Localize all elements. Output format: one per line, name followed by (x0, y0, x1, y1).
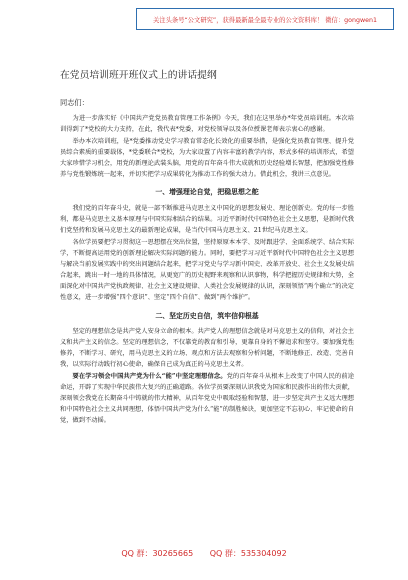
paragraph-3: 我们党的百年奋斗史，就是一部不断推进马克思主义中国化的思想发展史、理论创新史。党的每一步胜利，都是马克思主义基本原理与中国实际相结合的结果。习近平新时代中国特色社会主义思想，是新时代我们党坚持和发展马克思主义的最新理论成果，是当代中国马克思主义、21世纪马克思主义。 (60, 205, 354, 235)
promo-banner: 关注头条号“公文研究”，获得最新最全最专业的公文资料库！ 微信：gongwen1 (136, 8, 394, 30)
document-body (60, 114, 354, 428)
paragraph-6-text: 党的百年奋斗从根本上改变了中国人民的前途命运，开辟了实现中华民族伟大复兴的正确道路。各位学员要深刻认识我党为国家和民族作出的伟大贡献，深刻领会我党在长期奋斗中铸就的伟大精神，从百年党史中吸取经验和智慧，进一步坚定共产主义远大理想和中国特色社会主义共同理想，体悟中国共产党为什么“能”的制胜秘诀，更加坚定不忘初心、牢记使命的自觉，做到不动摇。 (60, 373, 354, 424)
paragraph-2: 举办本次培训班，是*党委推动党史学习教育常态化长效化的重要举措，是强化党员教育管理、提升党员综合素质的重要载体，*党委联合*党校，为大家设置了内容丰富的教学内容，形式多样的培训形式，希望大家珍惜学习机会，用党的新理论武装头脑，用党的百年奋斗伟大成就和历史经验增长智慧，把加强党性修养与党性锻炼统一起来，并切实把学习成果转化为推动工作的强大动力。借此机会，我讲三点意见。 (60, 137, 354, 178)
footer-qq-group-1: QQ 群：30265665 (121, 549, 194, 558)
section-heading-1: 一、增强理论自觉，把稳思想之舵 (155, 188, 259, 197)
paragraph-5: 坚定的理想信念是共产党人安身立命的根本。共产党人的理想信念就是对马克思主义的信仰，对社会主义和共产主义的信念。坚定的理想信念，不仅靠党的教育和引导，更靠自身的不懈追求和坚守。要加强党性修养，不断学习、研究，用马克思主义的立场、观点和方法去观察和分析问题，不断地修正、改造、完善自我，以实际行动践行初心使命，确保自己成为真正的马克思主义者。 (60, 328, 354, 369)
paragraph-1: 为进一步落实好《中国共产党党员教育管理工作条例》今天，我们在这里举办*年党员培训班。本次培训得到了*党校的大力支持，在此，我代表*党委，对党校领导以及各位授课老师表示衷心的感谢。 (60, 115, 354, 133)
document-title: 在党员培训班开班仪式上的讲话提纲 (60, 70, 217, 81)
section-heading-2: 二、坚定历史自信，筑牢信仰根基 (155, 311, 259, 320)
footer-qq-group-2: QQ 群：535304092 (209, 549, 287, 558)
footer-contact (0, 548, 408, 559)
paragraph-6-lead: 要在学习领会中国共产党为什么“能”中坚定理想信念。 (72, 373, 227, 381)
greeting: 同志们： (60, 98, 89, 107)
paragraph-4: 各位学员要把学习贯彻这一思想摆在突出位置，坚持原原本本学、及时跟进学、全面系统学、结合实际学，不断提高运用党的创新理论解决实际问题的能力。同时，要把学习习近平新时代中国特色社会主义思想与解决当前发展实践中的突出问题结合起来，把学习党史与学习新中国史、改革开放史、社会主义发展史结合起来，跳出一时一地的具体情况，从更宽广的历史视野来观察和认识事物，科学把握历史规律和大势，全面深化对中国共产党执政规律、社会主义建设规律、人类社会发展规律的认识，深刻领悟“两个确立”的决定性意义，进一步增强“四个意识”、坚定“四个自信”、做到“两个维护”。 (60, 239, 354, 301)
paragraph-6 (60, 372, 354, 427)
